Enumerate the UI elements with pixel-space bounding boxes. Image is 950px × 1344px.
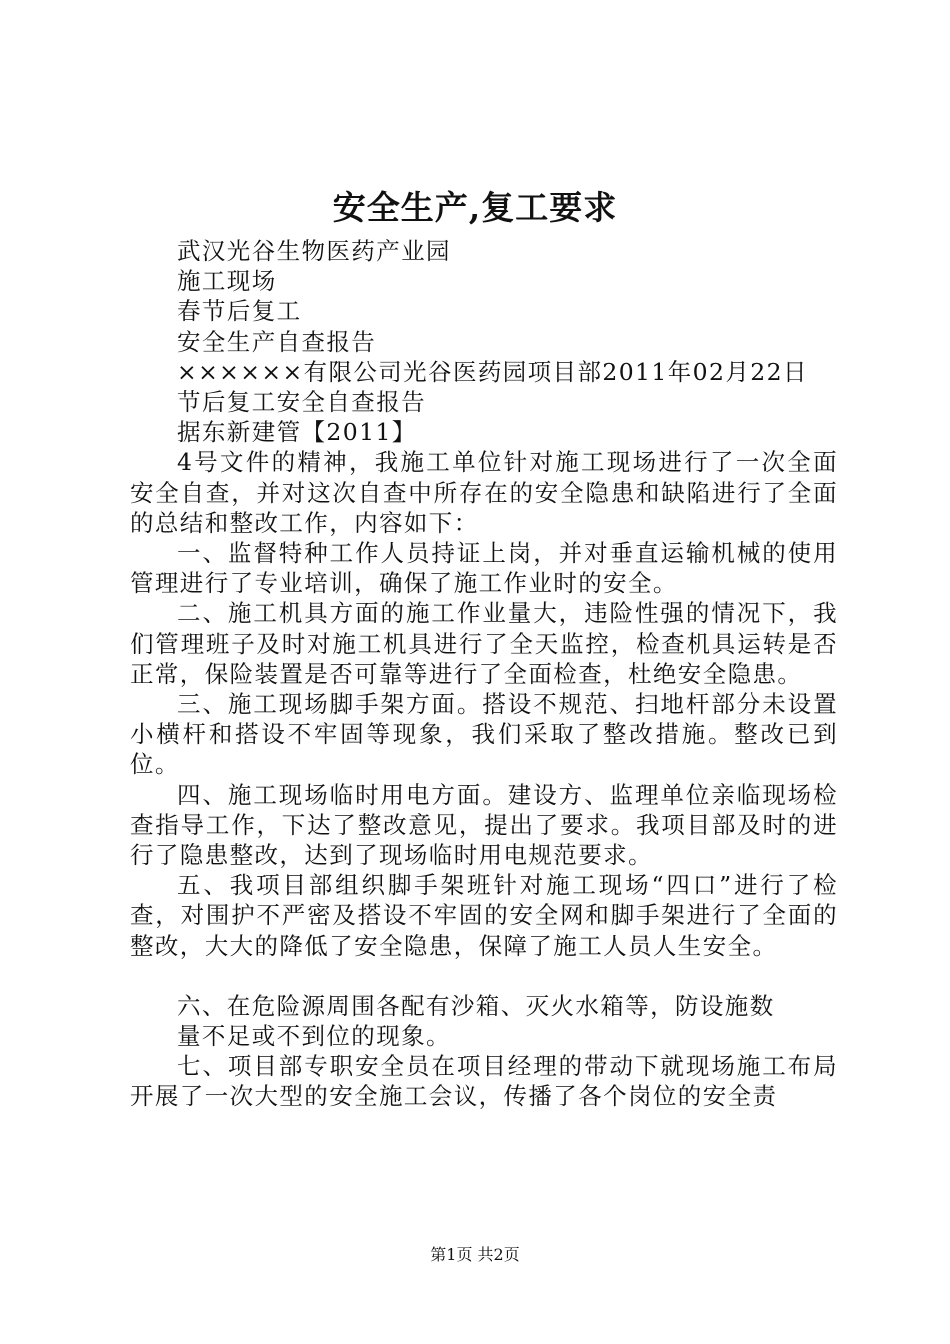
paragraph-site: 施工现场 [177,267,277,296]
paragraph-company-date: ××××××有限公司光谷医药园项目部2011年02月22日 [177,357,808,386]
document-title: 安全生产,复工要求 [332,188,618,227]
paragraph-item-6: 六、在危险源周围各配有沙箱、灭火水箱等，防设施数 [177,991,775,1020]
document-body [130,236,838,1112]
paragraph-resume: 春节后复工 [177,297,302,326]
paragraph-report-name: 安全生产自查报告 [177,327,377,356]
paragraph-item-1: 一、监督特种工作人员持证上岗，并对垂直运输机械的使用管理进行了专业培训，确保了施工作业时的安全。 [130,539,838,598]
page-number-footer: 第1页 共2页 [430,1245,520,1264]
paragraph-park-name: 武汉光谷生物医药产业园 [177,237,451,265]
paragraph-intro: 4号文件的精神，我施工单位针对施工现场进行了一次全面安全自查，并对这次自查中所存在的安全隐患和缺陷进行了全面的总结和整改工作，内容如下： [130,448,838,537]
paragraph-item-2: 二、施工机具方面的施工作业量大，违险性强的情况下，我们管理班子及时对施工机具进行了全天监控，检查机具运转是否正常，保险装置是否可靠等进行了全面检查，杜绝安全隐患。 [130,599,838,688]
paragraph-reference: 据东新建管【2011】 [177,418,417,447]
paragraph-subtitle: 节后复工安全自查报告 [177,388,426,417]
paragraph-item-3: 三、施工现场脚手架方面。搭设不规范、扫地杆部分未设置小横杆和搭设不牢固等现象，我们采取了整改措施。整改已到位。 [130,690,838,779]
paragraph-item-6-continued: 量不足或不到位的现象。 [177,1022,451,1051]
paragraph-item-7: 七、项目部专职安全员在项目经理的带动下就现场施工布局开展了一次大型的安全施工会议，传播了各个岗位的安全责 [130,1052,838,1111]
paragraph-item-4: 四、施工现场临时用电方面。建设方、监理单位亲临现场检查指导工作，下达了整改意见，提出了要求。我项目部及时的进行了隐患整改，达到了现场临时用电规范要求。 [130,780,838,870]
paragraph-item-5: 五、我项目部组织脚手架班针对施工现场“四口”进行了检查，对围护不严密及搭设不牢固的安全网和脚手架进行了全面的整改，大大的降低了安全隐患，保障了施工人员人生安全。 [130,871,838,960]
